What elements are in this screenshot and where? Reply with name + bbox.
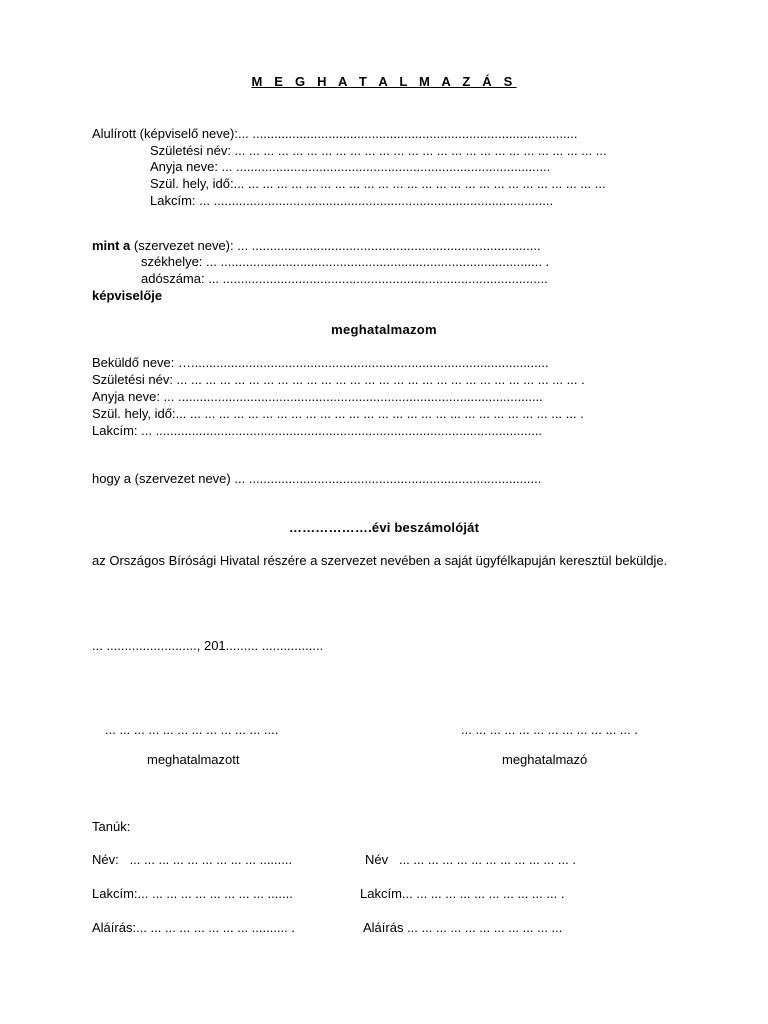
witness-1-name-line: Név: ... ... ... ... ... ... ... ... ... ......... bbox=[92, 852, 293, 867]
witness-1-address-line: Lakcím:... ... ... ... ... ... ... ... ... ....... bbox=[92, 886, 293, 901]
representative-mother-name-line: Anyja neve: ... ....................................................................................... bbox=[150, 159, 551, 174]
organization-tax-number-line: adószáma: ... .......................................................................................... bbox=[141, 271, 548, 286]
sender-name-line: Beküldő neve: …................................................................................................... bbox=[92, 355, 549, 370]
authorized-label: meghatalmazott bbox=[147, 752, 240, 767]
witness-2-signature-line: Aláírás ... ... ... ... ... ... ... ... ... ... ... bbox=[363, 920, 563, 935]
authorizer-label: meghatalmazó bbox=[502, 752, 588, 767]
organization-name-line bbox=[92, 238, 541, 254]
sender-birth-name-line: Születési név: ... ... ... ... ... ... ... ... ... ... ... ... ... ... ... ... ... ... ... ... ... ... ... ... ... ... ... ... . bbox=[92, 372, 585, 387]
witness-1-signature-line: Aláírás:... ... ... ... ... ... ... ... .......... . bbox=[92, 920, 295, 935]
sender-mother-name-line: Anyja neve: ... ..................................................................................................... bbox=[92, 389, 543, 404]
representative-address-line: Lakcím: ... .............................................................................................. bbox=[150, 193, 554, 208]
document-title: M E G H A T A L M A Z Á S bbox=[251, 74, 517, 89]
representative-label: képviselője bbox=[92, 288, 163, 303]
representative-name-line: Alulírott (képviselő neve):... .......................................................................................... bbox=[92, 126, 578, 141]
organization-seat-line: székhelye: ... ......................................................................................... . bbox=[141, 254, 550, 269]
witness-2-address-line: Lakcím... ... ... ... ... ... ... ... ... ... ... . bbox=[360, 886, 565, 901]
representative-birth-place-line: Szül. hely, idő:... ... ... ... ... ... ... ... ... ... ... ... ... ... ... ... ... ... ... ... ... ... ... ... ... ... bbox=[150, 176, 606, 191]
authorize-heading: meghatalmazom bbox=[331, 322, 437, 337]
report-heading: ……………….évi beszámolóját bbox=[288, 520, 480, 535]
mint-a-label: mint a bbox=[92, 238, 131, 253]
body-paragraph: az Országos Bírósági Hivatal részére a szervezet nevében a saját ügyfélkapuján keresztül beküldje. bbox=[92, 553, 668, 568]
purpose-line: hogy a (szervezet neve) ... ................................................................................. bbox=[92, 471, 542, 486]
organization-name-field: (szervezet neve): ... ................................................................................ bbox=[130, 238, 541, 253]
authorizer-signature-line: ... ... ... ... ... ... ... ... ... ... ... ... . bbox=[461, 722, 638, 737]
representative-birth-name-line: Születési név: ... ... ... ... ... ... ... ... ... ... ... ... ... ... ... ... ... ... ... ... ... ... ... ... ... ... bbox=[150, 143, 607, 158]
witness-2-name-line: Név ... ... ... ... ... ... ... ... ... ... ... ... . bbox=[365, 852, 576, 867]
place-date-line: ... ........................., 201......... ................. bbox=[92, 638, 324, 653]
sender-birth-place-line: Szül. hely, idő:... ... ... ... ... ... ... ... ... ... ... ... ... ... ... ... ... ... ... ... ... ... ... ... ... ... ... ... . bbox=[92, 406, 584, 421]
authorized-signature-line: ... ... ... ... ... ... ... ... ... ... ... .... bbox=[105, 722, 279, 737]
witnesses-label: Tanúk: bbox=[92, 819, 131, 834]
sender-address-line: Lakcím: ... ........................................................................................................... bbox=[92, 423, 543, 438]
